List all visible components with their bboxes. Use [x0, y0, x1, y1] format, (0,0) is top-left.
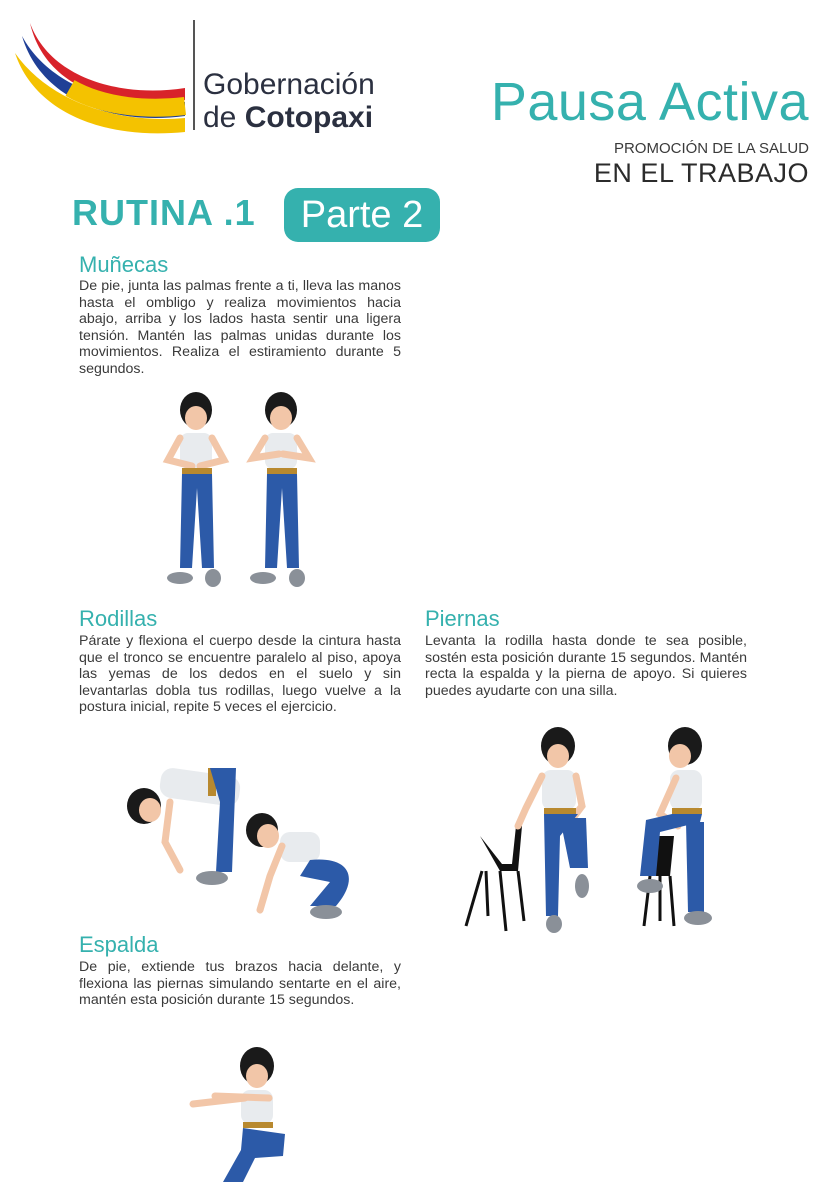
- organization-name: [203, 68, 375, 134]
- figure-wrists-1: [167, 392, 224, 587]
- wrist-exercise-illustration: [150, 388, 330, 593]
- section-text-espalda: De pie, extiende tus brazos hacia delante, y flexiona las piernas simulando sentarte en el aire, mantén esta posición durante 15 segundos.: [79, 959, 401, 1008]
- flag-logo-icon: [10, 18, 190, 138]
- section-title-piernas: Piernas: [425, 606, 500, 631]
- figure-squat: [246, 813, 349, 919]
- leg-exercise-illustration: [460, 726, 720, 936]
- section-text-piernas: Levanta la rodilla hasta donde te sea posible, sostén esta posición durante 15 segundos. Mantén recta la espalda y la pierna de apoyo. Si quieres puedes ayudarte con una silla.: [425, 633, 747, 699]
- figure-air-squat: [193, 1047, 285, 1182]
- org-name-line2: de Cotopaxi: [203, 101, 374, 134]
- part-badge: Parte 2: [284, 188, 440, 242]
- section-text-munecas: De pie, junta las palmas frente a ti, lleva las manos hasta el ombligo y realiza movimientos hacia abajo, arriba y los lados hasta sentir una ligera tensión. Mantén las palmas unidas durante los movimientos. Realiza el estiramiento durante 5 segundos.: [79, 278, 401, 377]
- logo-divider: [193, 20, 195, 130]
- section-title-espalda: Espalda: [79, 932, 159, 957]
- section-title-munecas: Muñecas: [79, 252, 169, 277]
- figure-wrists-2: [250, 392, 309, 587]
- routine-label: RUTINA .1: [72, 192, 256, 233]
- chair-front: [466, 826, 524, 931]
- subtitle-small: PROMOCIÓN DE LA SALUD: [613, 140, 809, 157]
- back-exercise-illustration: [185, 1046, 295, 1196]
- subtitle-large: EN EL TRABAJO: [593, 158, 809, 188]
- figure-forward-bend: [127, 767, 242, 885]
- section-text-rodillas: Párate y flexiona el cuerpo desde la cintura hasta que el tronco se encuentre paralelo al piso, apoya las yemas de los dedos en el suelo y sin levantarlas dobla tus rodillas, luego vuelve a la postura inicial, repite 5 veces el ejercicio.: [79, 633, 401, 715]
- org-name-line1: Gobernación: [203, 68, 375, 101]
- page-title: Pausa Activa: [490, 72, 809, 132]
- section-title-rodillas: Rodillas: [79, 606, 158, 631]
- figure-knee-lift-front: [518, 727, 589, 933]
- knee-exercise-illustration: [120, 762, 360, 922]
